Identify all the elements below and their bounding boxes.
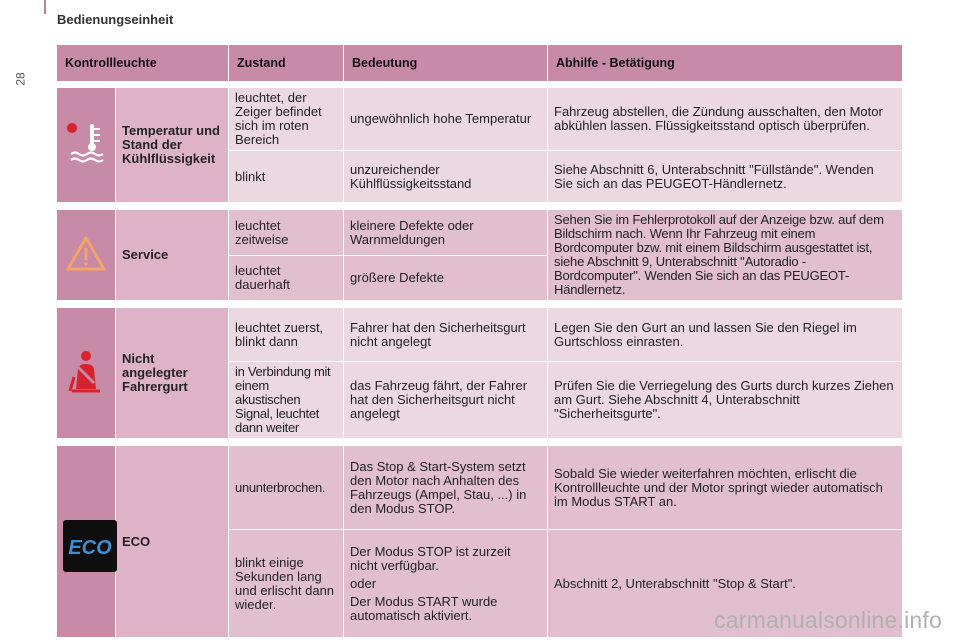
- eco-icon: [63, 520, 117, 572]
- table-row: [57, 446, 903, 530]
- watermark: carmanualsonline.info: [714, 607, 942, 633]
- state-service-2: leuchtet dauerhaft: [229, 256, 344, 301]
- meaning-belt-2: das Fahrzeug fährt, der Fahrer hat den Sicherheitsgurt nicht angelegt: [344, 362, 548, 439]
- light-name-service: Service: [116, 210, 229, 301]
- meaning-service-2: größere Defekte: [344, 256, 548, 301]
- state-temp-2: blinkt: [229, 151, 344, 203]
- icon-cell-belt: [57, 308, 116, 439]
- action-belt-1: Legen Sie den Gurt an und lassen Sie den Riegel im Gurtschloss einrasten.: [548, 308, 903, 362]
- table-row: [57, 88, 903, 151]
- coolant-temperature-icon: [63, 114, 113, 174]
- table-header-row: [57, 45, 903, 81]
- meaning-eco-1: Das Stop & Start-System setzt den Motor nach Anhalten des Fahrzeugs (Ampel, Stau, ...) in den Modus STOP.: [344, 446, 548, 530]
- light-name-eco: ECO: [116, 446, 229, 638]
- icon-cell-eco: [57, 446, 116, 638]
- meaning-service-1: kleinere Defekte oder Warnmeldungen: [344, 210, 548, 256]
- meaning-eco-2b: oder: [350, 575, 377, 591]
- action-temp-2: Siehe Abschnitt 6, Unterabschnitt "Füllstände". Wenden Sie sich an das PEUGEOT-Händlernetz.: [548, 151, 903, 203]
- warning-lights-table: [57, 45, 903, 638]
- action-eco-1: Sobald Sie wieder weiterfahren möchten, erlischt die Kontrollleuchte und der Motor springt wieder automatisch im Modus START an.: [548, 446, 903, 530]
- state-belt-1: leuchtet zuerst, blinkt dann: [229, 308, 344, 362]
- table-row: [57, 308, 903, 362]
- page-number: 28: [13, 72, 28, 86]
- action-belt-2: Prüfen Sie die Verriegelung des Gurts durch kurzes Ziehen am Gurt. Siehe Abschnitt 4, Unterabschnitt "Sicherheitsgurte".: [548, 362, 903, 439]
- meaning-temp-1: ungewöhnlich hohe Temperatur: [344, 88, 548, 151]
- light-name-temp: Temperatur und Stand der Kühlflüssigkeit: [116, 88, 229, 203]
- meaning-temp-2: unzureichender Kühlflüssigkeitsstand: [344, 151, 548, 203]
- meaning-eco-2c: Der Modus START wurde automatisch aktiviert.: [350, 593, 498, 623]
- state-temp-1: leuchtet, der Zeiger befindet sich im roten Bereich: [229, 88, 344, 151]
- side-accent-line: [44, 0, 46, 14]
- meaning-eco-2: [344, 530, 548, 638]
- meaning-belt-1: Fahrer hat den Sicherheitsgurt nicht angelegt: [344, 308, 548, 362]
- action-service: Sehen Sie im Fehlerprotokoll auf der Anzeige bzw. auf dem Bildschirm nach. Wenn Ihr Fahrzeug mit einem Bordcomputer bzw. mit einem Bildschirm ausgestattet ist, siehe Abschnitt 9, Unterabschnitt "Autoradio - Bordcomputer". Wenden Sie sich an das PEUGEOT-Händlernetz.: [548, 210, 903, 301]
- warning-triangle-icon: [64, 234, 108, 274]
- icon-cell-service: [57, 210, 116, 301]
- state-eco-2: blinkt einige Sekunden lang und erlischt dann wieder.: [229, 530, 344, 638]
- action-eco-2: Abschnitt 2, Unterabschnitt "Stop & Start".: [548, 530, 903, 638]
- state-eco-1: ununterbrochen.: [229, 446, 344, 530]
- page-side-bar: [0, 0, 48, 640]
- icon-cell-temp: [57, 88, 116, 203]
- header-zustand: Zustand: [229, 45, 344, 81]
- seatbelt-icon: [64, 347, 108, 397]
- light-name-belt: Nicht angelegter Fahrergurt: [116, 308, 229, 439]
- header-bedeutung: Bedeutung: [344, 45, 548, 81]
- table-row: [57, 210, 903, 256]
- section-title: Bedienungseinheit: [57, 12, 174, 27]
- state-service-1: leuchtet zeitweise: [229, 210, 344, 256]
- header-kontrollleuchte: Kontrollleuchte: [57, 45, 229, 81]
- header-abhilfe: Abhilfe - Betätigung: [548, 45, 903, 81]
- state-belt-2: in Verbindung mit einem akustischen Signal, leuchtet dann weiter: [229, 362, 344, 439]
- action-temp-1: Fahrzeug abstellen, die Zündung ausschalten, den Motor abkühlen lassen. Flüssigkeitsstand optisch überprüfen.: [548, 88, 903, 151]
- eco-icon-text: ECO: [68, 537, 112, 559]
- meaning-eco-2a: Der Modus STOP ist zurzeit nicht verfügbar.: [350, 543, 511, 573]
